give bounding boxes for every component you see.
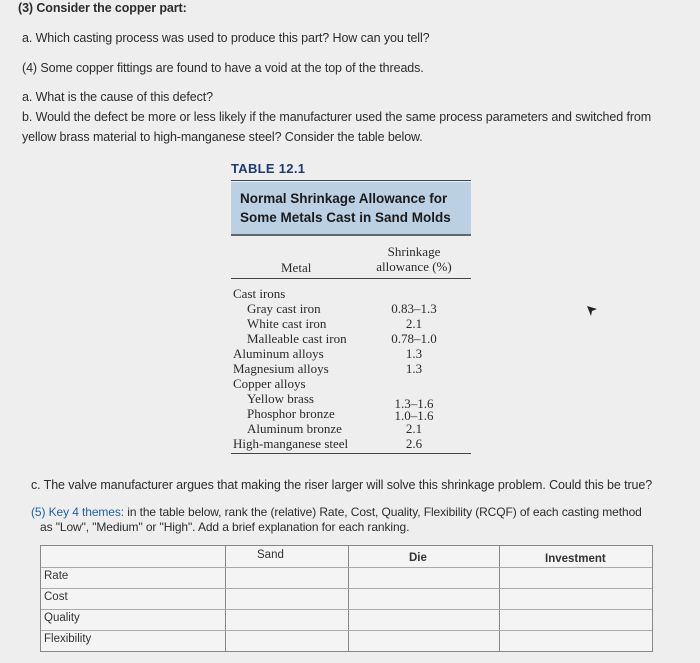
table-row-value: 1.3–1.6 [394,396,434,411]
column-header-die: Die [409,552,427,564]
table-row-value: 1.0–1.6 [394,408,434,423]
table-row-value: 2.6 [405,436,423,451]
col-header-shrinkage: Shrinkage [387,244,441,259]
table-row-value: 2.1 [405,316,423,331]
table-row-metal: Yellow brass [247,391,314,406]
col-header-metal: Metal [281,260,312,275]
table-title-line2: Some Metals Cast in Sand Molds [240,210,451,225]
row-label-rate: Rate [44,570,69,582]
row-divider [41,588,652,589]
q4a-text: a. What is the cause of this defect? [22,90,213,104]
column-header-sand: Sand [257,549,284,561]
table-row-value: 0.78–1.0 [391,331,437,346]
row-label-cost: Cost [44,591,68,603]
q4b-text-line1: b. Would the defect be more or less likely if the manufacturer used the same process parameters and switched from [22,110,652,124]
cursor-arrow-icon [585,303,599,317]
q3-heading: (3) Consider the copper part: [18,1,187,15]
table-row-value: 0.83–1.3 [391,301,437,316]
row-divider [41,567,652,568]
table-title-band [231,182,471,236]
q4-heading: (4) Some copper fittings are found to have a void at the top of the threads. [22,61,424,75]
q4c-text: c. The valve manufacturer argues that making the riser larger will solve this shrinkage problem. Could this be true? [31,478,653,492]
table-row-metal: High-manganese steel [233,436,349,451]
row-label-flexibility: Flexibility [44,633,92,645]
q5-line1 [31,505,642,519]
col-divider [348,546,349,651]
table-top-rule [231,180,471,181]
table-row-metal: Cast irons [233,286,286,301]
table-row-metal: Gray cast iron [247,301,321,316]
table-row-value: 2.1 [405,421,423,436]
table-row-metal: Aluminum bronze [247,421,342,436]
q5-line1-rest: in the table below, rank the (relative) Rate, Cost, Quality, Flexibility (RCQF) of each casting method [124,505,642,519]
table-row-metal: Aluminum alloys [233,346,324,361]
q4b-text-line2: yellow brass material to high-manganese steel? Consider the table below. [22,130,423,144]
table-label: TABLE 12.1 [231,161,306,176]
table-row-metal: Phosphor bronze [247,406,335,421]
rcqf-table [40,545,653,652]
q3a-text: a. Which casting process was used to produce this part? How can you tell? [22,31,430,45]
table-row-value: 1.3 [405,361,423,376]
table-header-rule [231,278,471,279]
col-divider [499,546,500,651]
row-divider [41,609,652,610]
q5-line2: as "Low", "Medium" or "High". Add a brief explanation for each ranking. [40,520,410,534]
table-row-value: 1.3 [405,346,423,361]
row-label-quality: Quality [44,612,80,624]
column-header-investment: Investment [545,553,606,565]
col-divider [225,546,226,651]
table-row-metal: Malleable cast iron [247,331,347,346]
row-divider [41,630,652,631]
table-title-line1: Normal Shrinkage Allowance for [240,191,448,206]
q5-prefix: (5) Key 4 themes: [31,505,125,519]
table-row-metal: White cast iron [247,316,327,331]
table-row-metal: Copper alloys [233,376,306,391]
col-header-allowance: allowance (%) [376,259,452,274]
table-row-metal: Magnesium alloys [233,361,329,376]
table-bottom-rule [231,453,471,454]
